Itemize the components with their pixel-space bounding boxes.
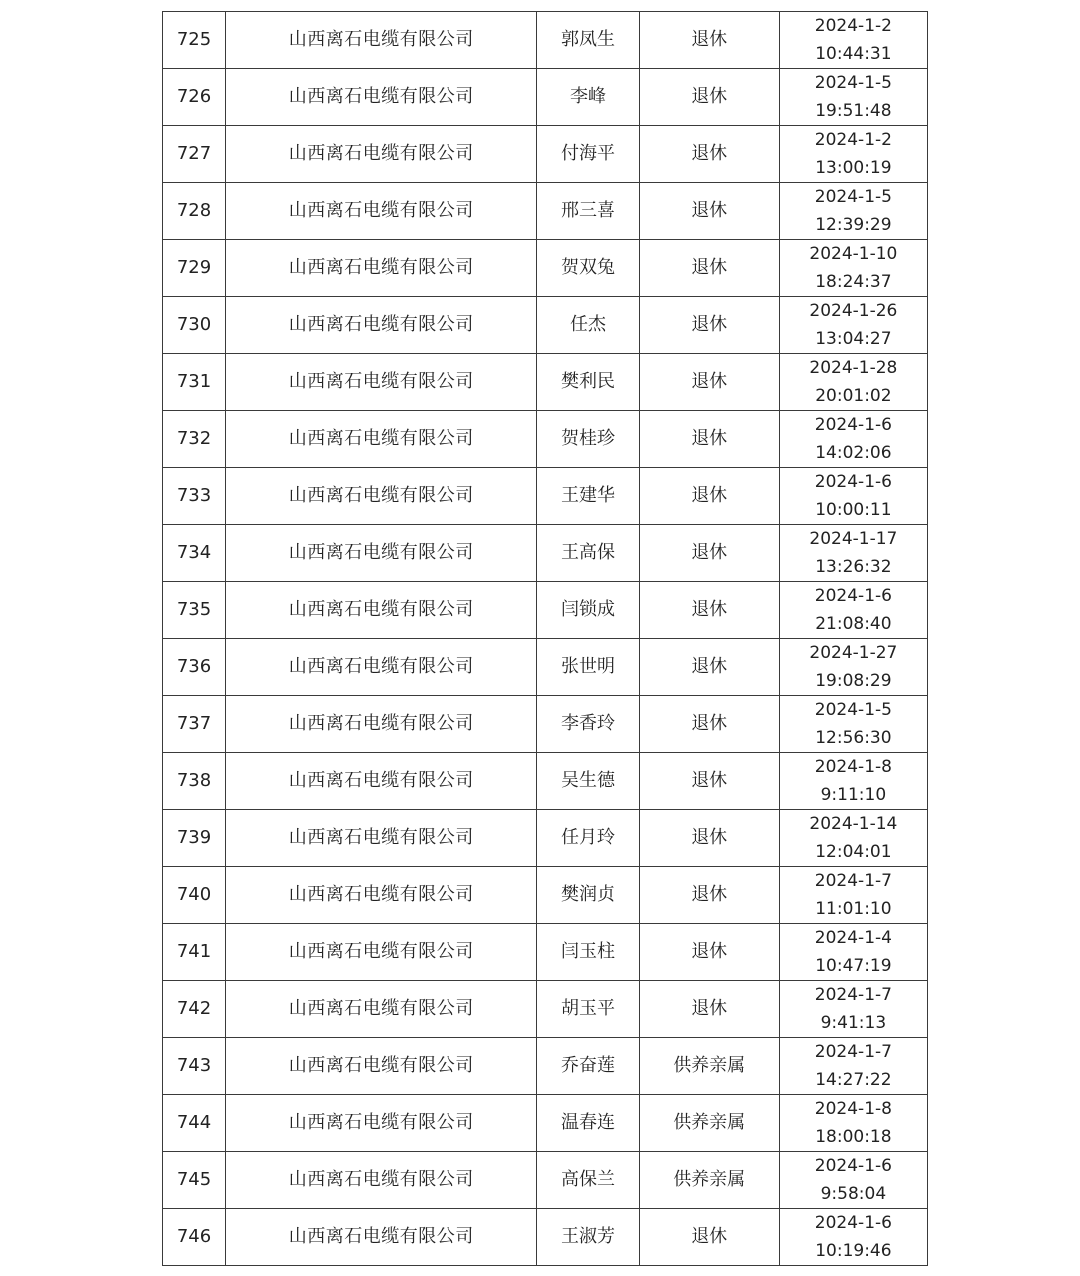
row-number: 741 bbox=[163, 924, 226, 981]
company-name: 山西离石电缆有限公司 bbox=[226, 468, 537, 525]
datetime-cell bbox=[779, 1095, 927, 1152]
records-table-body bbox=[163, 12, 928, 1266]
table-row bbox=[163, 582, 928, 639]
date-text: 2024-1-7 bbox=[814, 871, 892, 891]
person-name: 温春连 bbox=[537, 1095, 639, 1152]
datetime-cell bbox=[779, 126, 927, 183]
table-row bbox=[163, 981, 928, 1038]
row-number: 727 bbox=[163, 126, 226, 183]
company-name: 山西离石电缆有限公司 bbox=[226, 1095, 537, 1152]
table-row bbox=[163, 468, 928, 525]
table-row bbox=[163, 696, 928, 753]
company-name: 山西离石电缆有限公司 bbox=[226, 183, 537, 240]
person-name: 王高保 bbox=[537, 525, 639, 582]
company-name: 山西离石电缆有限公司 bbox=[226, 126, 537, 183]
row-number: 734 bbox=[163, 525, 226, 582]
date-text: 2024-1-6 bbox=[814, 1156, 892, 1176]
person-name: 闫玉柱 bbox=[537, 924, 639, 981]
time-text: 10:00:11 bbox=[815, 500, 892, 520]
row-number: 729 bbox=[163, 240, 226, 297]
company-name: 山西离石电缆有限公司 bbox=[226, 753, 537, 810]
person-name: 樊润贞 bbox=[537, 867, 639, 924]
row-number: 738 bbox=[163, 753, 226, 810]
company-name: 山西离石电缆有限公司 bbox=[226, 354, 537, 411]
person-name: 任杰 bbox=[537, 297, 639, 354]
table-row bbox=[163, 810, 928, 867]
row-number: 736 bbox=[163, 639, 226, 696]
person-name: 高保兰 bbox=[537, 1152, 639, 1209]
time-text: 20:01:02 bbox=[815, 386, 892, 406]
person-name: 贺双兔 bbox=[537, 240, 639, 297]
company-name: 山西离石电缆有限公司 bbox=[226, 1209, 537, 1266]
person-name: 王建华 bbox=[537, 468, 639, 525]
time-text: 9:58:04 bbox=[820, 1184, 887, 1204]
date-text: 2024-1-5 bbox=[814, 187, 892, 207]
datetime-cell bbox=[779, 411, 927, 468]
row-number: 744 bbox=[163, 1095, 226, 1152]
company-name: 山西离石电缆有限公司 bbox=[226, 12, 537, 69]
time-text: 13:04:27 bbox=[815, 329, 892, 349]
table-row bbox=[163, 1152, 928, 1209]
company-name: 山西离石电缆有限公司 bbox=[226, 1152, 537, 1209]
datetime-cell bbox=[779, 867, 927, 924]
date-text: 2024-1-6 bbox=[814, 415, 892, 435]
datetime-cell bbox=[779, 354, 927, 411]
table-row bbox=[163, 1095, 928, 1152]
reason-type: 退休 bbox=[639, 981, 779, 1038]
reason-type: 供养亲属 bbox=[639, 1095, 779, 1152]
table-row bbox=[163, 354, 928, 411]
datetime-cell bbox=[779, 639, 927, 696]
company-name: 山西离石电缆有限公司 bbox=[226, 810, 537, 867]
datetime-cell bbox=[779, 297, 927, 354]
datetime-cell bbox=[779, 810, 927, 867]
date-text: 2024-1-17 bbox=[809, 529, 898, 549]
row-number: 746 bbox=[163, 1209, 226, 1266]
person-name: 李峰 bbox=[537, 69, 639, 126]
datetime-cell bbox=[779, 1038, 927, 1095]
company-name: 山西离石电缆有限公司 bbox=[226, 639, 537, 696]
table-row bbox=[163, 240, 928, 297]
row-number: 732 bbox=[163, 411, 226, 468]
person-name: 樊利民 bbox=[537, 354, 639, 411]
company-name: 山西离石电缆有限公司 bbox=[226, 240, 537, 297]
date-text: 2024-1-7 bbox=[814, 1042, 892, 1062]
reason-type: 退休 bbox=[639, 411, 779, 468]
datetime-cell bbox=[779, 69, 927, 126]
company-name: 山西离石电缆有限公司 bbox=[226, 582, 537, 639]
datetime-cell bbox=[779, 981, 927, 1038]
datetime-cell bbox=[779, 525, 927, 582]
reason-type: 退休 bbox=[639, 468, 779, 525]
date-text: 2024-1-6 bbox=[814, 1213, 892, 1233]
company-name: 山西离石电缆有限公司 bbox=[226, 411, 537, 468]
row-number: 740 bbox=[163, 867, 226, 924]
company-name: 山西离石电缆有限公司 bbox=[226, 69, 537, 126]
company-name: 山西离石电缆有限公司 bbox=[226, 924, 537, 981]
datetime-cell bbox=[779, 12, 927, 69]
time-text: 11:01:10 bbox=[815, 899, 892, 919]
datetime-cell bbox=[779, 753, 927, 810]
person-name: 付海平 bbox=[537, 126, 639, 183]
reason-type: 退休 bbox=[639, 696, 779, 753]
table-row bbox=[163, 183, 928, 240]
row-number: 743 bbox=[163, 1038, 226, 1095]
person-name: 贺桂珍 bbox=[537, 411, 639, 468]
date-text: 2024-1-7 bbox=[814, 985, 892, 1005]
time-text: 14:02:06 bbox=[815, 443, 892, 463]
time-text: 10:47:19 bbox=[815, 956, 892, 976]
row-number: 733 bbox=[163, 468, 226, 525]
row-number: 739 bbox=[163, 810, 226, 867]
date-text: 2024-1-8 bbox=[814, 1099, 892, 1119]
reason-type: 退休 bbox=[639, 810, 779, 867]
reason-type: 供养亲属 bbox=[639, 1152, 779, 1209]
time-text: 18:00:18 bbox=[815, 1127, 892, 1147]
date-text: 2024-1-5 bbox=[814, 73, 892, 93]
person-name: 张世明 bbox=[537, 639, 639, 696]
reason-type: 退休 bbox=[639, 525, 779, 582]
reason-type: 退休 bbox=[639, 297, 779, 354]
time-text: 19:51:48 bbox=[815, 101, 892, 121]
time-text: 13:00:19 bbox=[815, 158, 892, 178]
person-name: 吴生德 bbox=[537, 753, 639, 810]
company-name: 山西离石电缆有限公司 bbox=[226, 981, 537, 1038]
table-row bbox=[163, 867, 928, 924]
date-text: 2024-1-14 bbox=[809, 814, 898, 834]
reason-type: 退休 bbox=[639, 354, 779, 411]
table-row bbox=[163, 924, 928, 981]
datetime-cell bbox=[779, 582, 927, 639]
person-name: 乔奋莲 bbox=[537, 1038, 639, 1095]
reason-type: 退休 bbox=[639, 240, 779, 297]
reason-type: 退休 bbox=[639, 183, 779, 240]
company-name: 山西离石电缆有限公司 bbox=[226, 297, 537, 354]
table-row bbox=[163, 69, 928, 126]
person-name: 李香玲 bbox=[537, 696, 639, 753]
time-text: 9:41:13 bbox=[820, 1013, 887, 1033]
time-text: 19:08:29 bbox=[815, 671, 892, 691]
row-number: 731 bbox=[163, 354, 226, 411]
table-row bbox=[163, 12, 928, 69]
date-text: 2024-1-10 bbox=[809, 244, 898, 264]
time-text: 18:24:37 bbox=[815, 272, 892, 292]
row-number: 735 bbox=[163, 582, 226, 639]
table-row bbox=[163, 1209, 928, 1266]
date-text: 2024-1-4 bbox=[814, 928, 892, 948]
datetime-cell bbox=[779, 696, 927, 753]
time-text: 13:26:32 bbox=[815, 557, 892, 577]
row-number: 742 bbox=[163, 981, 226, 1038]
date-text: 2024-1-2 bbox=[814, 16, 892, 36]
row-number: 730 bbox=[163, 297, 226, 354]
time-text: 10:44:31 bbox=[815, 44, 892, 64]
reason-type: 退休 bbox=[639, 582, 779, 639]
reason-type: 供养亲属 bbox=[639, 1038, 779, 1095]
person-name: 王淑芳 bbox=[537, 1209, 639, 1266]
row-number: 737 bbox=[163, 696, 226, 753]
row-number: 728 bbox=[163, 183, 226, 240]
reason-type: 退休 bbox=[639, 639, 779, 696]
datetime-cell bbox=[779, 183, 927, 240]
reason-type: 退休 bbox=[639, 867, 779, 924]
time-text: 21:08:40 bbox=[815, 614, 892, 634]
table-row bbox=[163, 1038, 928, 1095]
table-row bbox=[163, 525, 928, 582]
date-text: 2024-1-8 bbox=[814, 757, 892, 777]
person-name: 郭凤生 bbox=[537, 12, 639, 69]
company-name: 山西离石电缆有限公司 bbox=[226, 1038, 537, 1095]
table-row bbox=[163, 639, 928, 696]
table-row bbox=[163, 753, 928, 810]
reason-type: 退休 bbox=[639, 1209, 779, 1266]
row-number: 745 bbox=[163, 1152, 226, 1209]
datetime-cell bbox=[779, 1209, 927, 1266]
company-name: 山西离石电缆有限公司 bbox=[226, 867, 537, 924]
date-text: 2024-1-26 bbox=[809, 301, 898, 321]
date-text: 2024-1-6 bbox=[814, 472, 892, 492]
table-row bbox=[163, 297, 928, 354]
date-text: 2024-1-28 bbox=[809, 358, 898, 378]
company-name: 山西离石电缆有限公司 bbox=[226, 696, 537, 753]
datetime-cell bbox=[779, 240, 927, 297]
reason-type: 退休 bbox=[639, 12, 779, 69]
date-text: 2024-1-6 bbox=[814, 586, 892, 606]
person-name: 邢三喜 bbox=[537, 183, 639, 240]
time-text: 14:27:22 bbox=[815, 1070, 892, 1090]
datetime-cell bbox=[779, 468, 927, 525]
records-table bbox=[162, 11, 928, 1266]
person-name: 闫锁成 bbox=[537, 582, 639, 639]
time-text: 12:04:01 bbox=[815, 842, 892, 862]
datetime-cell bbox=[779, 1152, 927, 1209]
date-text: 2024-1-27 bbox=[809, 643, 898, 663]
company-name: 山西离石电缆有限公司 bbox=[226, 525, 537, 582]
reason-type: 退休 bbox=[639, 924, 779, 981]
row-number: 726 bbox=[163, 69, 226, 126]
date-text: 2024-1-2 bbox=[814, 130, 892, 150]
date-text: 2024-1-5 bbox=[814, 700, 892, 720]
time-text: 9:11:10 bbox=[820, 785, 887, 805]
reason-type: 退休 bbox=[639, 126, 779, 183]
table-row bbox=[163, 126, 928, 183]
reason-type: 退休 bbox=[639, 753, 779, 810]
time-text: 10:19:46 bbox=[815, 1241, 892, 1261]
table-row bbox=[163, 411, 928, 468]
person-name: 胡玉平 bbox=[537, 981, 639, 1038]
person-name: 任月玲 bbox=[537, 810, 639, 867]
datetime-cell bbox=[779, 924, 927, 981]
time-text: 12:56:30 bbox=[815, 728, 892, 748]
row-number: 725 bbox=[163, 12, 226, 69]
reason-type: 退休 bbox=[639, 69, 779, 126]
time-text: 12:39:29 bbox=[815, 215, 892, 235]
